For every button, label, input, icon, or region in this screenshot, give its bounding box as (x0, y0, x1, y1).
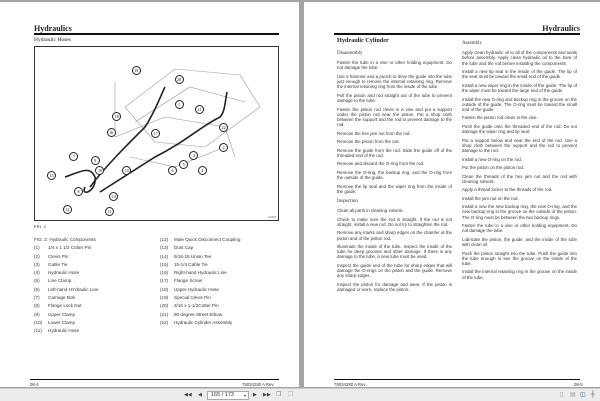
fit-width-icon[interactable]: ❐ (288, 392, 294, 398)
component-number: (12) (160, 237, 169, 242)
component-label: Hydraulic Cylinder Assembly (174, 319, 233, 325)
component-number: (16) (160, 270, 169, 276)
component-label: Dust Cap (174, 245, 194, 251)
disassembly-step: Fasten the tube in a vise or other holding equipment. Do not damage the tube. (337, 60, 452, 71)
prev-page-icon[interactable]: ◀ (198, 392, 202, 398)
callout-4: 4 (198, 166, 207, 175)
component-number: (13) (160, 245, 169, 251)
page-indicator: 165 / 173 (211, 391, 234, 398)
callout-13: 13 (47, 171, 56, 180)
component-item (34, 302, 99, 310)
component-label: 3/16 x 1-1/2Cotter Pin (174, 303, 219, 309)
inspection-step: Clean all parts in cleaning solvent. (337, 208, 404, 214)
right-page (304, 2, 600, 387)
component-number: (8) (34, 303, 40, 309)
footer-rule (334, 379, 580, 380)
first-page-icon[interactable]: ◀◀ (184, 392, 192, 398)
callout-3: 3 (189, 151, 198, 160)
callout-7: 7 (69, 152, 78, 161)
component-number: (15) (160, 261, 169, 267)
component-number: (3) (34, 261, 40, 267)
component-item (160, 253, 240, 261)
component-item (160, 236, 240, 244)
assembly-step: Put a support below and near the end of the rod. Use a shop cloth between the support and the rod to prevent damage to the rod. (462, 137, 577, 154)
component-number: (20) (160, 303, 169, 309)
inspection-step: Remove any marks and sharp edges on the chamfer at the piston and of the piston rod. (337, 230, 452, 241)
disassembly-step: Pull the piston and rod straight out of the tube to prevent damage to the tube. (337, 92, 452, 104)
component-number: (9) (34, 311, 40, 317)
component-label: Hydraulic Hose (48, 270, 80, 276)
component-label: 15-1/4 Cable Tie (174, 261, 208, 267)
component-label: Line Clamp (48, 278, 72, 284)
inspection-step: Illuminate the inside of the tube. Inspect the inside of the tube for deep grooves and other damage. If there is any damage to the tube, a new tube must be used. (337, 244, 452, 260)
list-title: FIG. 2: Hydraulic Components (34, 237, 96, 242)
component-number: (11) (34, 328, 42, 334)
callout-21: 21 (195, 105, 204, 114)
assembly-step: Put the piston on the piston rod. (462, 165, 524, 171)
component-number: (6) (34, 286, 40, 292)
component-number: (21) (160, 311, 169, 317)
component-item (160, 294, 240, 302)
callout-18: 18 (112, 112, 121, 121)
viewer-toolbar (0, 388, 600, 401)
callout-9: 9 (91, 156, 100, 165)
component-item (160, 286, 240, 294)
component-item (34, 319, 99, 327)
component-item (34, 286, 99, 294)
component-number: (7) (34, 295, 40, 301)
callout-5: 5 (179, 160, 188, 169)
assembly-step: Install a new the new backup ring, the new O-ring, and the new backup ring in the groove on the outside of the piston. The O-ring must be between the two backup rings. (462, 204, 577, 220)
component-label: 1/4 x 1 1/2 Cotter Pin (48, 245, 92, 251)
next-page-icon[interactable]: ▶ (253, 392, 257, 398)
callout-15: 15 (122, 166, 131, 175)
assembly-step: Install a new O-ring on the rod. (462, 156, 523, 162)
component-number: (2) (34, 253, 40, 259)
component-label: Flange Lock Nut (48, 303, 82, 309)
components-list-col1 (34, 236, 99, 336)
disassembly-step: Use a hammer and a punch to drive the guide into the tube just enough to remove the internal retaining ring. Remove the internal retaining ring from the inside of the tube. (337, 73, 452, 90)
inspection-heading: Inspection (337, 198, 358, 204)
assembly-step: Lubricate the piston, the guide, and the inside of the tube with clean oil. (462, 236, 577, 248)
component-item (34, 269, 99, 277)
assembly-step: Install a new wiper ring in the inside of the guide. The lip of the wiper must be toward the large end of the guide. (462, 82, 577, 94)
callout-11: 11 (105, 207, 114, 216)
footer-page-number: 08-5 (574, 382, 583, 387)
callout-22: 22 (219, 123, 228, 132)
component-item (160, 302, 240, 310)
assembly-step: Push the piston straight into the tube. Push the guide into the tube enough to see the groove on the inside of the tube. (462, 250, 577, 266)
component-number: (10) (34, 319, 43, 325)
fit-page-icon[interactable]: ❐ (276, 392, 282, 398)
callout-14: 14 (109, 192, 118, 201)
component-item (34, 277, 99, 285)
disassembly-step: Fasten the piston rod clevis in a vise and put a support under the piston rod near the piston. Put a shop cloth between the support and the rod to prevent damage to the rod. (337, 106, 452, 128)
callout-20: 20 (175, 75, 184, 84)
callout-10: 10 (95, 166, 104, 175)
component-label: 90 degree Street Elbow (174, 311, 223, 317)
component-label: 9/16-18 Union Tee (174, 253, 212, 259)
component-label: Upper Clamp (48, 311, 76, 317)
component-number: (19) (160, 295, 169, 301)
component-label: Upper Hydraulic Hose (174, 286, 219, 292)
section-title: Hydraulic Cylinder (337, 37, 389, 44)
component-item (160, 261, 240, 269)
component-label: Clevis Pin (48, 253, 69, 259)
component-label: Left-hand HYdraulic Line (48, 286, 99, 292)
component-label: Male Quick Disconnect Coupling (174, 237, 241, 242)
component-item (34, 244, 99, 252)
component-item (34, 261, 99, 269)
disassembly-step: Remove the hex jam nut from the rod. (337, 130, 411, 136)
disassembly-step: Remove the O-ring, the backup ring, and the O-ring from the outside of the guide. (337, 169, 452, 181)
page-header: Hydraulics (34, 24, 72, 33)
component-label: Lower Clamp (48, 319, 76, 325)
assembly-step: Fasten the piston rod clevis in the vise. (462, 115, 538, 121)
disassembly-step: Remove the lip seal and the wiper ring from the inside of the guide. (337, 183, 452, 194)
callout-12: 12 (63, 205, 72, 214)
assembly-step: Install the jam nut on the rod. (462, 195, 519, 201)
callout-2: 2 (219, 143, 228, 152)
component-item (34, 327, 99, 335)
component-item (34, 311, 99, 319)
left-column (337, 48, 452, 296)
component-item (34, 294, 99, 302)
component-number: (18) (160, 286, 169, 292)
header-rule (34, 33, 279, 35)
component-item (160, 311, 240, 319)
component-item (160, 277, 240, 285)
footer-doc-number: 79034280 A Rev. (334, 382, 367, 387)
figure-caption: FIG. 2 (34, 224, 46, 229)
page-header: Hydraulics (542, 24, 580, 33)
callout-17: 17 (151, 129, 160, 138)
single-page-view-icon[interactable]: ▯ (560, 392, 564, 398)
right-column (462, 38, 577, 283)
component-item (34, 253, 99, 261)
left-page (0, 2, 299, 387)
disassembly-step: Remove and discard the O-ring from the rod. (337, 161, 425, 167)
component-label: Flange Screw (174, 278, 203, 284)
inspection-step: Check to make sure the rod is straight. If the rod is not straight, install a new rod. Do not try to straighten the rod. (337, 216, 452, 227)
component-item (160, 244, 240, 252)
disassembly-step: Remove the guide from the rod. Slide the guide off of the threaded end of the rod. (337, 147, 452, 158)
inspection-step: Inspect the piston for damage and wear. If the piston is damaged or worn, replace the piston. (337, 281, 452, 293)
assembly-step: Apply clean hydraulic oil to all of the components and seals before assembly. Apply clean hydraulic oil to the bore of the tube and the rod before installing the components. (462, 50, 577, 66)
hydraulic-hoses-diagram (34, 46, 279, 221)
callout-16: 16 (107, 128, 116, 137)
footer-rule (30, 379, 279, 380)
callout-8: 8 (74, 187, 83, 196)
disassembly-step: Remove the piston from the rod. (337, 139, 400, 145)
continuous-view-icon[interactable]: ▤ (570, 392, 576, 398)
callout-1: 1 (175, 100, 184, 109)
component-label: Hydraulic Hose (48, 328, 80, 334)
component-item (160, 269, 240, 277)
header-rule (334, 33, 580, 35)
assembly-step: Install the internal retaining ring in the groove on the inside of the tube. (462, 269, 577, 280)
component-item (160, 319, 240, 327)
page-number-input[interactable] (207, 391, 249, 400)
footer-page-number: 08-4 (30, 382, 39, 387)
component-label: Right-hand Hydraulic Line (174, 270, 227, 276)
inspection-step: Inspect the guide end of the tube for sharp edges that will damage the O-rings on the piston and the guide. Remove any sharp edges. (337, 262, 452, 279)
component-number: (22) (160, 319, 169, 325)
component-label: Cable Tie (48, 261, 68, 267)
chevron-down-icon[interactable]: ▾ (243, 392, 246, 398)
component-number: (4) (34, 270, 40, 276)
assembly-step: Clean the threads of the hex jam nut and the rod with cleaning solvent. (462, 173, 577, 184)
component-label: Special Clevis Pin (174, 295, 211, 301)
two-page-continuous-view-icon[interactable]: ╋ (591, 392, 595, 398)
component-number: (1) (34, 245, 40, 251)
component-number: (17) (160, 278, 169, 284)
two-page-view-icon[interactable]: ◫ (580, 392, 586, 398)
assembly-step: Install a new lip seal in the inside of the guide. The lip of the seal must be toward the small end of the guide. (462, 69, 577, 80)
figure-code: 0-0073 (268, 216, 276, 219)
section-title: Hydraulic Hoses (34, 37, 71, 43)
components-list-col2 (160, 236, 240, 327)
disassembly-heading: Disassembly (337, 51, 363, 56)
assembly-step: Push the guide onto the threaded end of the rod. Do not damage the wiper ring and lip seal. (462, 123, 577, 135)
assembly-heading: Assembly (462, 41, 482, 46)
component-label: Carriage Bolt (48, 295, 75, 301)
last-page-icon[interactable]: ▶▶ (263, 392, 271, 398)
callout-6: 6 (168, 166, 177, 175)
assembly-step: Apply a thread locker to the threads of the rod. (462, 187, 553, 193)
component-number: (14) (160, 253, 169, 259)
assembly-step: Install the new O-ring and backup ring in the groove on the outside of the guide. The O-ring must be toward the small end of the guide. (462, 96, 577, 112)
callout-19: 19 (132, 66, 141, 75)
component-number: (5) (34, 278, 40, 284)
footer-doc-number: 79034280 A Rev. (242, 382, 275, 387)
assembly-step: Fasten the tube in a vise or other holding equipment. Do not damage the tube. (462, 223, 577, 234)
